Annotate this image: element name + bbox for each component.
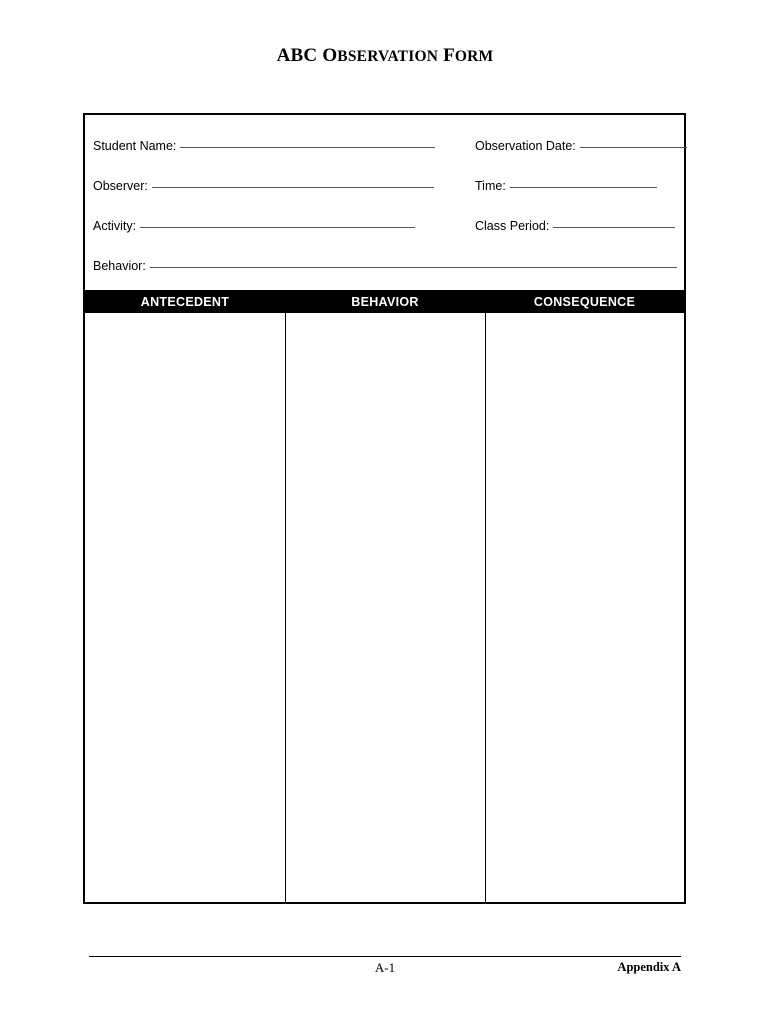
field-student-name [93, 139, 435, 153]
field-observer-label: Observer: [93, 179, 148, 193]
footer-content [89, 960, 681, 982]
identification-fields [85, 115, 684, 290]
observation-form-box [83, 113, 686, 904]
table-body [85, 313, 684, 902]
column-divider-2 [485, 313, 486, 902]
page-footer [89, 956, 681, 982]
field-behavior-label: Behavior: [93, 259, 146, 273]
field-behavior-input[interactable] [150, 267, 677, 268]
column-body-consequence[interactable] [485, 313, 684, 902]
field-observer-input[interactable] [152, 187, 434, 188]
footer-page-number: A-1 [374, 960, 396, 975]
column-body-behavior[interactable] [285, 313, 485, 902]
page-title-observation-rest: BSERVATION [337, 48, 439, 65]
column-divider-1 [285, 313, 286, 902]
field-class-period-label: Class Period: [475, 219, 550, 233]
field-student-name-input[interactable] [180, 147, 435, 148]
footer-appendix-label: Appendix A [617, 960, 681, 974]
page-title-observation-lead: O [322, 45, 338, 66]
field-student-name-label: Student Name: [93, 139, 177, 153]
field-class-period-input[interactable] [553, 227, 675, 228]
field-activity [93, 219, 415, 233]
field-time-input[interactable] [510, 187, 657, 188]
page-title-form-lead: F [443, 45, 455, 66]
field-observer [93, 179, 434, 193]
field-activity-label: Activity: [93, 219, 137, 233]
column-header-antecedent: ANTECEDENT [140, 294, 230, 309]
column-body-antecedent[interactable] [85, 313, 285, 902]
table-header-row [85, 290, 684, 313]
field-behavior [93, 259, 677, 273]
page-title-form-rest: ORM [454, 48, 494, 65]
page-title [0, 45, 770, 67]
field-time-label: Time: [475, 179, 506, 193]
field-class-period [475, 219, 675, 233]
field-observation-date-label: Observation Date: [475, 139, 576, 153]
page-title-abc: ABC [276, 45, 318, 66]
field-observation-date [475, 139, 687, 153]
field-observation-date-input[interactable] [580, 147, 687, 148]
footer-divider [89, 956, 681, 957]
field-time [475, 179, 657, 193]
column-header-behavior: BEHAVIOR [351, 294, 419, 309]
column-header-consequence: CONSEQUENCE [533, 294, 636, 309]
field-activity-input[interactable] [140, 227, 415, 228]
